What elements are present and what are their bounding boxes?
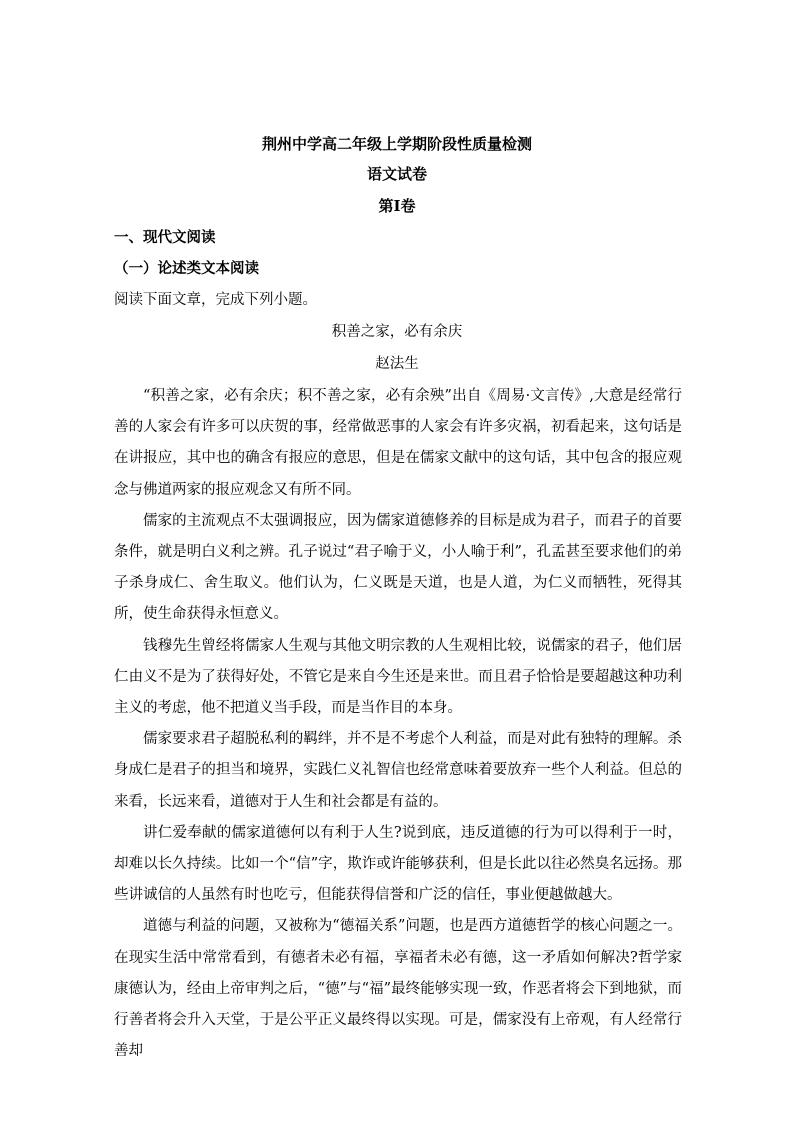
article-title: 积善之家，必有余庆 bbox=[331, 324, 463, 340]
article-paragraph: 儒家的主流观点不太强调报应，因为儒家道德修养的目标是成为君子，而君子的首要条件，就是明白义利之辨。孔子说过“君子喻于义，小人喻于利”，孔孟甚至要求他们的弟子杀身成仁、舍生取义。他们认为，仁义既是天道，也是人道，为仁义而牺牲，死得其所，使生命获得永恒意义。 bbox=[114, 512, 682, 623]
volume-label: 第Ⅰ卷 bbox=[378, 197, 416, 215]
article-paragraph: 道德与利益的问题，又被称为“德福关系”问题，也是西方道德哲学的核心问题之一。在现实生活中常常看到，有德者未必有福，享福者未必有德，这一矛盾如何解决?哲学家康德认为，经由上帝审判之后，“德”与“福”最终能够实现一致，作恶者将会下到地狱，而行善者将会升入天堂，于是公平正义最终得以实现。可是，儒家没有上帝观，有人经常行善却 bbox=[114, 918, 682, 1060]
article-body bbox=[114, 381, 682, 1067]
article-paragraph: 讲仁爱奉献的儒家道德何以有利于人生?说到底，违反道德的行为可以得利于一时，却难以长久持续。比如一个“信”字，欺诈或许能够获利，但是长此以往必然臭名远扬。那些讲诚信的人虽然有时也吃亏，但能获得信誉和广泛的信任，事业便越做越大。 bbox=[114, 824, 682, 904]
section-heading: 一、现代文阅读 bbox=[114, 229, 216, 246]
exam-subtitle: 语文试卷 bbox=[366, 165, 427, 183]
article-author: 赵法生 bbox=[375, 356, 419, 372]
exam-title: 荆州中学高二年级上学期阶段性质量检测 bbox=[261, 135, 532, 153]
subsection-heading: （一）论述类文本阅读 bbox=[114, 260, 259, 277]
reading-instruction: 阅读下面文章，完成下列小题。 bbox=[114, 292, 317, 308]
article-paragraph: 钱穆先生曾经将儒家人生观与其他文明宗教的人生观相比较，说儒家的君子，他们居仁由义不是为了获得好处，不管它是来自今生还是来世。而且君子恰恰是要超越这种功利主义的考虑，他不把道义当手段，而是当作目的本身。 bbox=[114, 637, 682, 717]
article-paragraph: “积善之家，必有余庆；积不善之家，必有余殃”出自《周易·文言传》,大意是经常行善的人家会有许多可以庆贺的事，经常做恶事的人家会有许多灾祸，初看起来，这句话是在讲报应，其中也的确含有报应的意思，但是在儒家文献中的这句话，其中包含的报应观念与佛道两家的报应观念又有所不同。 bbox=[114, 388, 682, 498]
article-paragraph: 儒家要求君子超脱私利的羁绊，并不是不考虑个人利益，而是对此有独特的理解。杀身成仁是君子的担当和境界，实践仁义礼智信也经常意味着要放弃一些个人利益。但总的来看，长远来看，道德对于人生和社会都是有益的。 bbox=[114, 731, 682, 810]
